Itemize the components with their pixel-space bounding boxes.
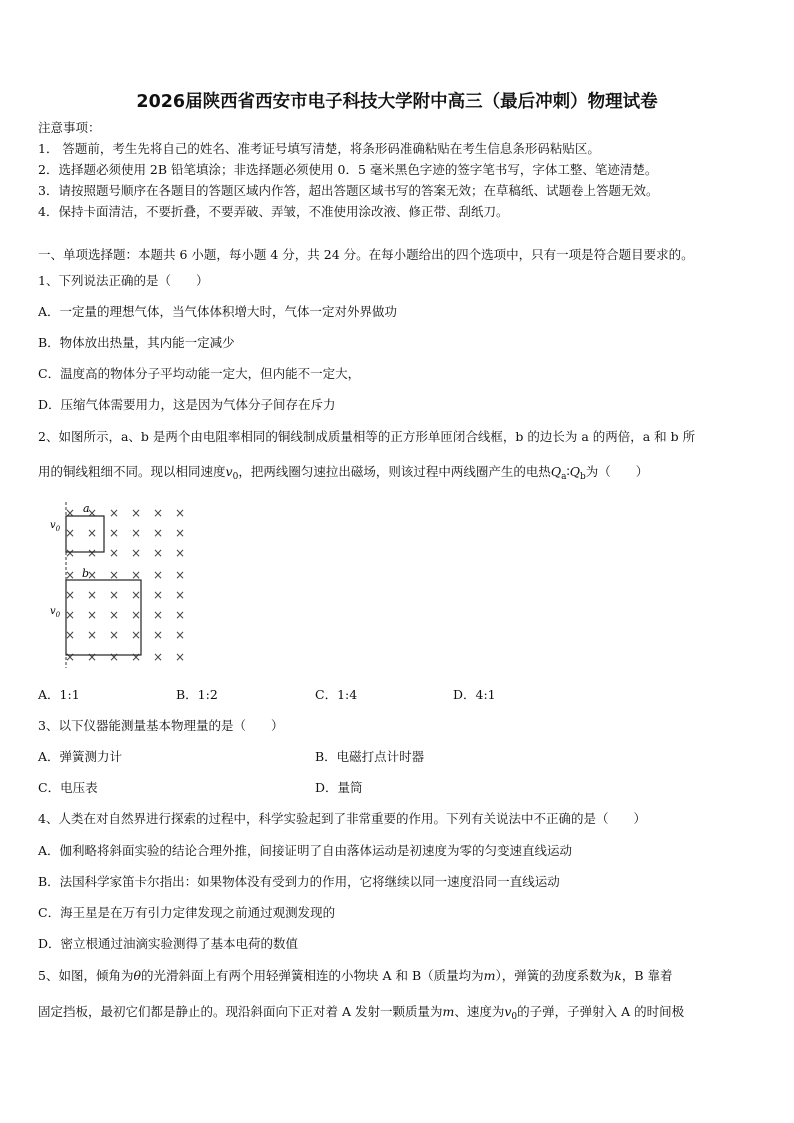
q3-stem: 3、以下仪器能测量基本物理量的是（ ） <box>38 718 284 733</box>
symbol-v0-bullet: v <box>504 1004 512 1019</box>
coil-a-velocity-label: $v_0$ <box>50 520 61 533</box>
notice-item-3: 3．请按照题号顺序在各题目的答题区域内作答，超出答题区域书写的答案无效；在草稿纸、试题卷上答题无效。 <box>38 183 659 198</box>
coil-b-label: b <box>82 567 90 580</box>
q3-option-b: B．电磁打点计时器 <box>315 749 425 764</box>
q1-option-d: D．压缩气体需要用力，这是因为气体分子间存在斥力 <box>38 397 336 412</box>
field-cross: × <box>152 526 164 540</box>
field-cross: × <box>130 588 142 602</box>
notice-item-2: 2．选择题必须使用 2B 铅笔填涂；非选择题必须使用 0．5 毫米黑色字迹的签字笔书写，字体工整、笔迹清楚。 <box>38 162 658 177</box>
field-cross: × <box>64 546 76 560</box>
q4-option-a: A．伽利略将斜面实验的结论合理外推，间接证明了自由落体运动是初速度为零的匀变速直线运动 <box>38 843 573 858</box>
field-cross: × <box>174 546 186 560</box>
field-cross: × <box>86 546 98 560</box>
field-cross: × <box>64 588 76 602</box>
field-cross: × <box>152 650 164 664</box>
q2-option-d: D．4:1 <box>453 687 496 702</box>
field-cross: × <box>64 650 76 664</box>
field-cross: × <box>108 526 120 540</box>
field-cross: × <box>174 650 186 664</box>
field-cross: × <box>152 588 164 602</box>
field-cross: × <box>152 568 164 582</box>
q2-option-a: A．1:1 <box>38 687 80 702</box>
notice-item-4: 4．保持卡面清洁，不要折叠，不要弄破、弄皱，不准使用涂改液、修正带、刮纸刀。 <box>38 204 509 219</box>
q1-option-b: B．物体放出热量，其内能一定减少 <box>38 335 235 350</box>
field-cross: × <box>86 526 98 540</box>
field-cross: × <box>174 506 186 520</box>
field-cross: × <box>130 628 142 642</box>
magnetic-field-figure <box>46 500 196 670</box>
field-cross: × <box>174 628 186 642</box>
field-cross: × <box>64 628 76 642</box>
field-cross: × <box>152 608 164 622</box>
field-cross: × <box>108 628 120 642</box>
symbol-m-bullet: m <box>442 1004 455 1019</box>
coil-b-velocity-label: $v_0$ <box>50 606 61 619</box>
field-cross: × <box>152 546 164 560</box>
symbol-m: m <box>483 968 496 983</box>
page-title: 2026届陕西省西安市电子科技大学附中高三（最后冲刺）物理试卷 <box>136 92 658 112</box>
symbol-k: k <box>614 968 622 983</box>
q1-stem: 1、下列说法正确的是（ ） <box>38 273 209 288</box>
q3-option-d: D．量筒 <box>315 780 363 795</box>
q5-stem-line2: 固定挡板，最初它们都是静止的。现沿斜面向下正对着 A 发射一颗质量为m、速度为$v_0$的子弹，子弹射入 A 的时间极 <box>38 1004 685 1022</box>
field-cross: × <box>108 546 120 560</box>
field-cross: × <box>86 568 98 582</box>
field-cross: × <box>130 568 142 582</box>
field-cross: × <box>130 546 142 560</box>
q4-option-c: C．海王星是在万有引力定律发现之前通过观测发现的 <box>38 905 336 920</box>
symbol-qa: Q <box>550 464 562 479</box>
field-cross: × <box>152 506 164 520</box>
notice-heading: 注意事项： <box>38 120 101 135</box>
q2-option-b: B．1:2 <box>176 687 218 702</box>
field-cross: × <box>108 608 120 622</box>
field-cross: × <box>86 506 98 520</box>
field-cross: × <box>130 608 142 622</box>
section-heading: 一、单项选择题：本题共 6 小题，每小题 4 分，共 24 分。在每小题给出的四个选项中，只有一项是符合题目要求的。 <box>38 247 694 262</box>
field-cross: × <box>86 588 98 602</box>
q4-option-d: D．密立根通过油滴实验测得了基本电荷的数值 <box>38 936 299 951</box>
field-cross: × <box>130 506 142 520</box>
q5-stem-line1: 5、如图，倾角为θ的光滑斜面上有两个用轻弹簧相连的小物块 A 和 B（质量均为m），弹簧的劲度系数为k，B 靠着 <box>38 968 673 983</box>
q2-stem-line1: 2、如图所示，a、b 是两个由电阻率相同的铜线制成质量相等的正方形单匝闭合线框，b 的边长为 a 的两倍，a 和 b 所 <box>38 429 696 444</box>
symbol-theta: θ <box>133 968 141 983</box>
q4-option-b: B．法国科学家笛卡尔指出：如果物体没有受到力的作用，它将继续以同一速度沿同一直线运动 <box>38 874 560 889</box>
field-cross: × <box>108 650 120 664</box>
coil-a-label: a <box>83 502 90 515</box>
field-cross: × <box>64 526 76 540</box>
field-cross: × <box>86 628 98 642</box>
field-cross: × <box>130 650 142 664</box>
field-cross: × <box>86 650 98 664</box>
field-cross: × <box>108 568 120 582</box>
q1-option-a: A．一定量的理想气体，当气体体积增大时，气体一定对外界做功 <box>38 304 398 319</box>
field-cross: × <box>108 588 120 602</box>
q4-stem: 4、人类在对自然界进行探索的过程中，科学实验起到了非常重要的作用。下列有关说法中不正确的是（ ） <box>38 811 646 826</box>
q3-option-a: A．弹簧测力计 <box>38 749 123 764</box>
field-cross: × <box>64 608 76 622</box>
symbol-qb: Q <box>569 464 580 479</box>
q2-option-c: C．1:4 <box>315 687 358 702</box>
field-cross: × <box>108 506 120 520</box>
field-cross: × <box>86 608 98 622</box>
q3-option-c: C．电压表 <box>38 780 98 795</box>
field-cross: × <box>130 526 142 540</box>
field-cross: × <box>174 526 186 540</box>
field-cross: × <box>174 608 186 622</box>
field-cross: × <box>64 568 76 582</box>
field-cross: × <box>64 506 76 520</box>
q2-stem-line2: 用的铜线粗细不同。现以相同速度$v_0$，把两线圈匀速拉出磁场，则该过程中两线圈产生的电热$Q_a∶Q_b$为（ ） <box>38 464 649 482</box>
notice-item-1: 1． 答题前，考生先将自己的姓名、准考证号填写清楚，将条形码准确粘贴在考生信息条形码粘贴区。 <box>38 141 600 156</box>
symbol-v0: v <box>225 464 233 479</box>
field-cross: × <box>174 588 186 602</box>
coil-b <box>66 580 141 655</box>
field-cross: × <box>174 568 186 582</box>
q1-option-c: C．温度高的物体分子平均动能一定大，但内能不一定大， <box>38 366 361 381</box>
field-cross: × <box>152 628 164 642</box>
